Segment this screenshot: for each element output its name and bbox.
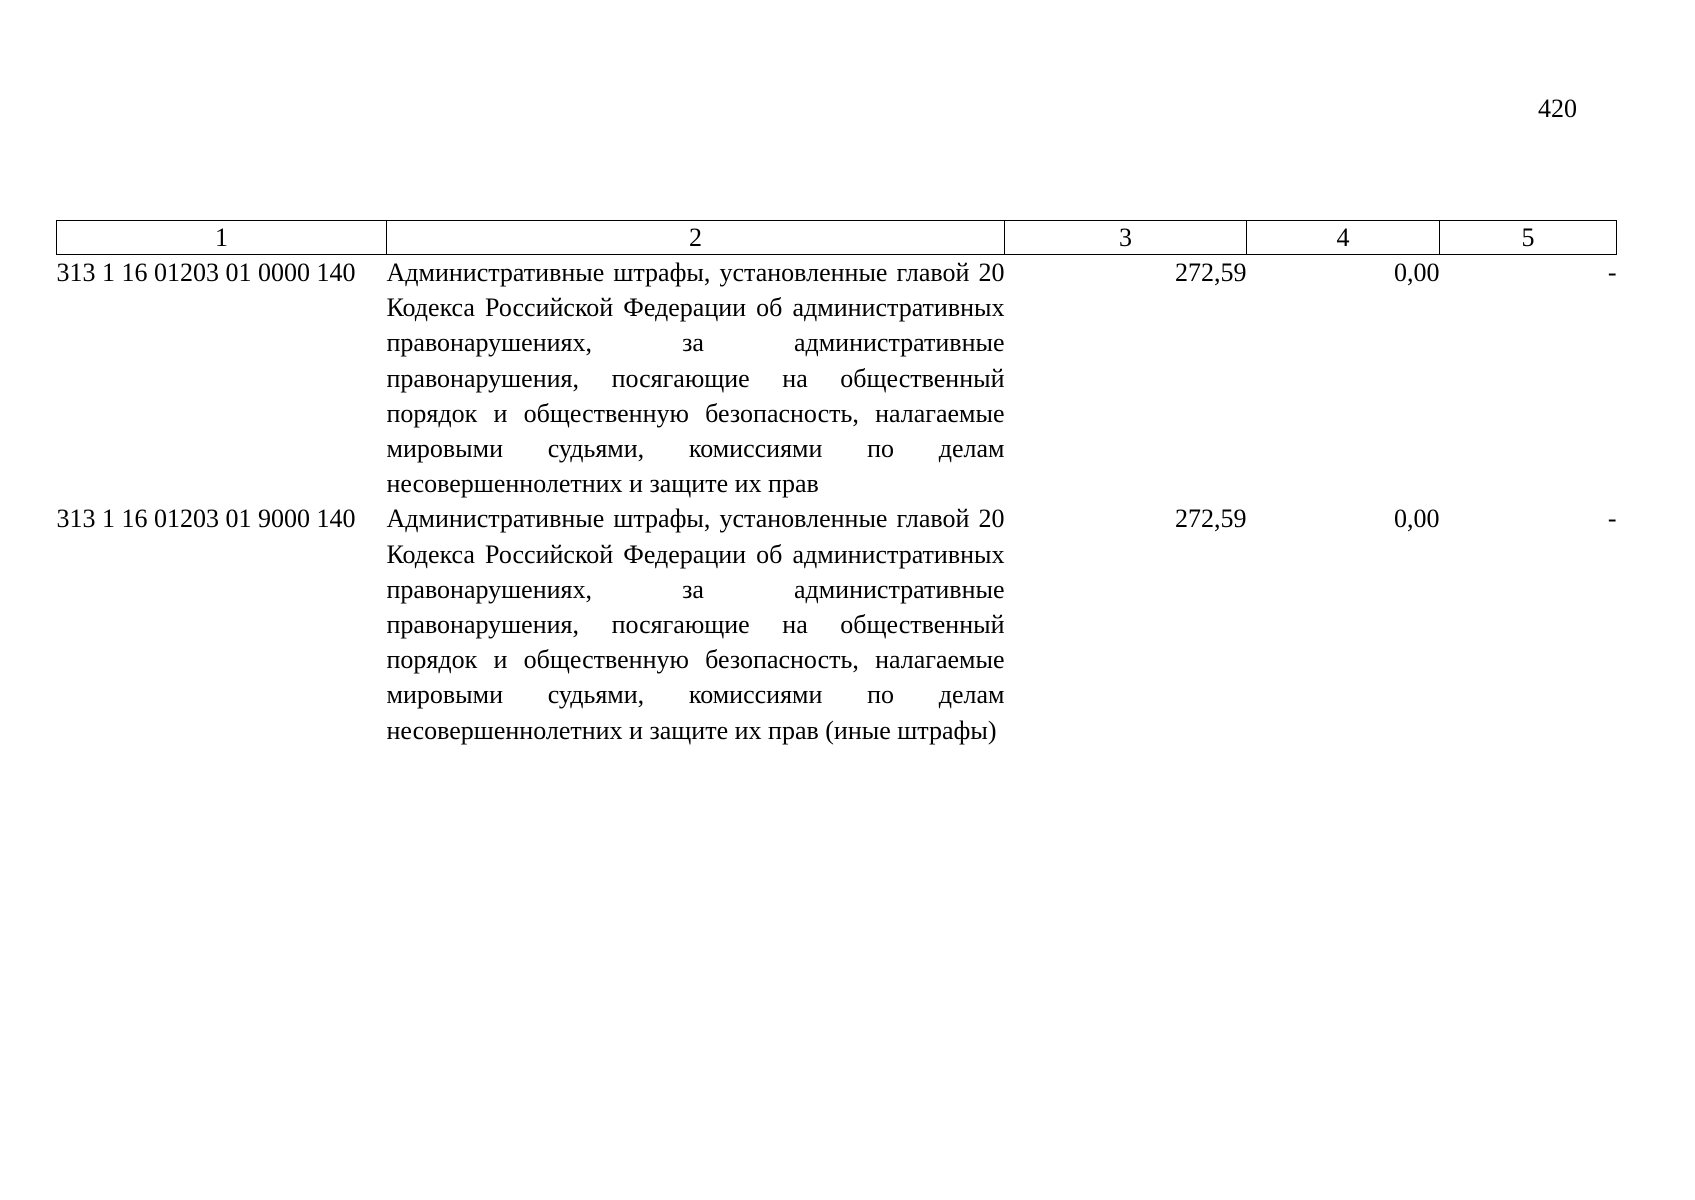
budget-table <box>56 220 1617 748</box>
table-header-row <box>57 221 1617 255</box>
page-number: 420 <box>1538 94 1577 123</box>
col3-value-cell: 272,59 <box>1175 258 1247 287</box>
table-row <box>57 501 1617 747</box>
col5-value-cell: - <box>1607 504 1617 534</box>
col3-value-cell: 272,59 <box>1175 504 1247 534</box>
col5-value-cell: - <box>1607 258 1617 287</box>
column-header-3: 3 <box>1005 221 1247 255</box>
column-header-4: 4 <box>1247 221 1440 255</box>
column-header-1: 1 <box>57 221 387 255</box>
budget-code-cell: 313 1 16 01203 01 9000 140 <box>56 504 356 534</box>
column-header-2: 2 <box>387 221 1005 255</box>
income-name-cell: Административные штрафы, установленные главой 20 Кодекса Российской Федерации об административных правонарушениях, за административные правонарушения, посягающие на общественный порядок и общественную безопасность, налагаемые мировыми судьями, комиссиями по делам несовершеннолетних и защите их прав (иные штрафы) <box>386 504 1005 745</box>
column-header-5: 5 <box>1440 221 1617 255</box>
table-row <box>57 255 1617 502</box>
income-name-cell: Административные штрафы, установленные главой 20 Кодекса Российской Федерации об административных правонарушениях, за административные правонарушения, посягающие на общественный порядок и общественную безопасность, налагаемые мировыми судьями, комиссиями по делам несовершеннолетних и защите их прав <box>386 258 1005 499</box>
col4-value-cell: 0,00 <box>1394 258 1440 287</box>
budget-code-cell: 313 1 16 01203 01 0000 140 <box>56 258 356 287</box>
col4-value-cell: 0,00 <box>1394 504 1440 534</box>
